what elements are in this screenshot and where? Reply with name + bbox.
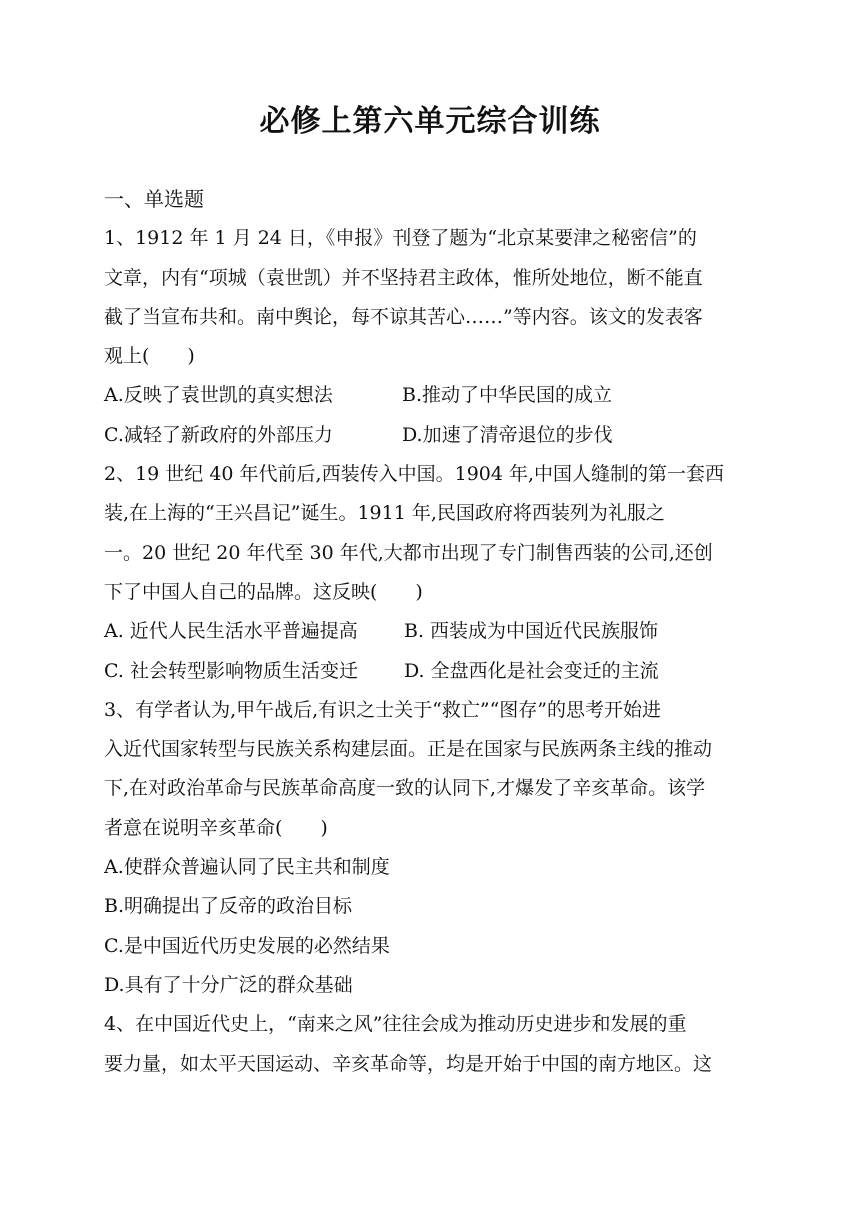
question-text-line: 4、在中国近代史上，“南来之风”往往会成为推动历史进步和发展的重 [104,1013,687,1036]
option-c: C.减轻了新政府的外部压力 [104,423,333,446]
question-text-line: 入近代国家转型与民族关系构建层面。正是在国家与民族两条主线的推动 [104,738,713,761]
question-text-line: 3、有学者认为,甲午战后,有识之士关于“救亡”“图存”的思考开始进 [104,698,662,721]
options-row [104,416,764,455]
options-row [104,376,764,415]
option-a: A.使群众普遍认同了民主共和制度 [104,856,390,879]
option-d: D.加速了清帝退位的步伐 [402,423,613,446]
option-c: C.是中国近代历史发展的必然结果 [104,934,390,957]
question-1 [104,219,764,455]
option-b: B.明确提出了反帝的政治目标 [104,895,353,918]
question-2 [104,455,764,691]
question-text-line: 1、1912 年 1 月 24 日，《申报》刊登了题为“北京某要津之秘密信”的 [104,227,697,250]
question-text-line: 2、19 世纪 40 年代前后,西装传入中国。1904 年,中国人缝制的第一套西 [104,463,725,486]
option-d: D.具有了十分广泛的群众基础 [104,973,353,996]
options-row [104,612,764,651]
option-a: A. 近代人民生活水平普遍提高 [104,620,358,643]
page-title: 必修上第六单元综合训练 [259,104,601,139]
option-c: C. 社会转型影响物质生活变迁 [104,659,358,682]
section-heading: 一、单选题 [104,187,204,211]
option-d: D. 全盘西化是社会变迁的主流 [404,659,659,682]
document-body [104,180,764,1084]
question-text-line: 下了中国人自己的品牌。这反映( ) [104,580,423,603]
question-text-line: 者意在说明辛亥革命( ) [104,816,328,839]
question-text-line: 下,在对政治革命与民族革命高度一致的认同下,才爆发了辛亥革命。该学 [104,777,706,800]
question-4 [104,1005,764,1084]
option-a: A.反映了袁世凯的真实想法 [104,384,333,407]
question-text-line: 截了当宣布共和。南中舆论，每不谅其苦心……”等内容。该文的发表客 [104,305,703,328]
question-text-line: 文章，内有“项城（袁世凯）并不坚持君主政体，惟所处地位，断不能直 [104,266,703,289]
question-text-line: 观上( ) [104,345,195,368]
option-b: B. 西装成为中国近代民族服饰 [404,620,659,643]
question-text-line: 要力量，如太平天国运动、辛亥革命等，均是开始于中国的南方地区。这 [104,1052,713,1075]
question-3 [104,691,764,1005]
question-text-line: 装,在上海的“王兴昌记”诞生。1911 年,民国政府将西装列为礼服之 [104,502,665,525]
question-text-line: 一。20 世纪 20 年代至 30 年代,大都市出现了专门制售西装的公司,还创 [104,541,713,564]
option-b: B.推动了中华民国的成立 [402,384,613,407]
options-row [104,652,764,691]
